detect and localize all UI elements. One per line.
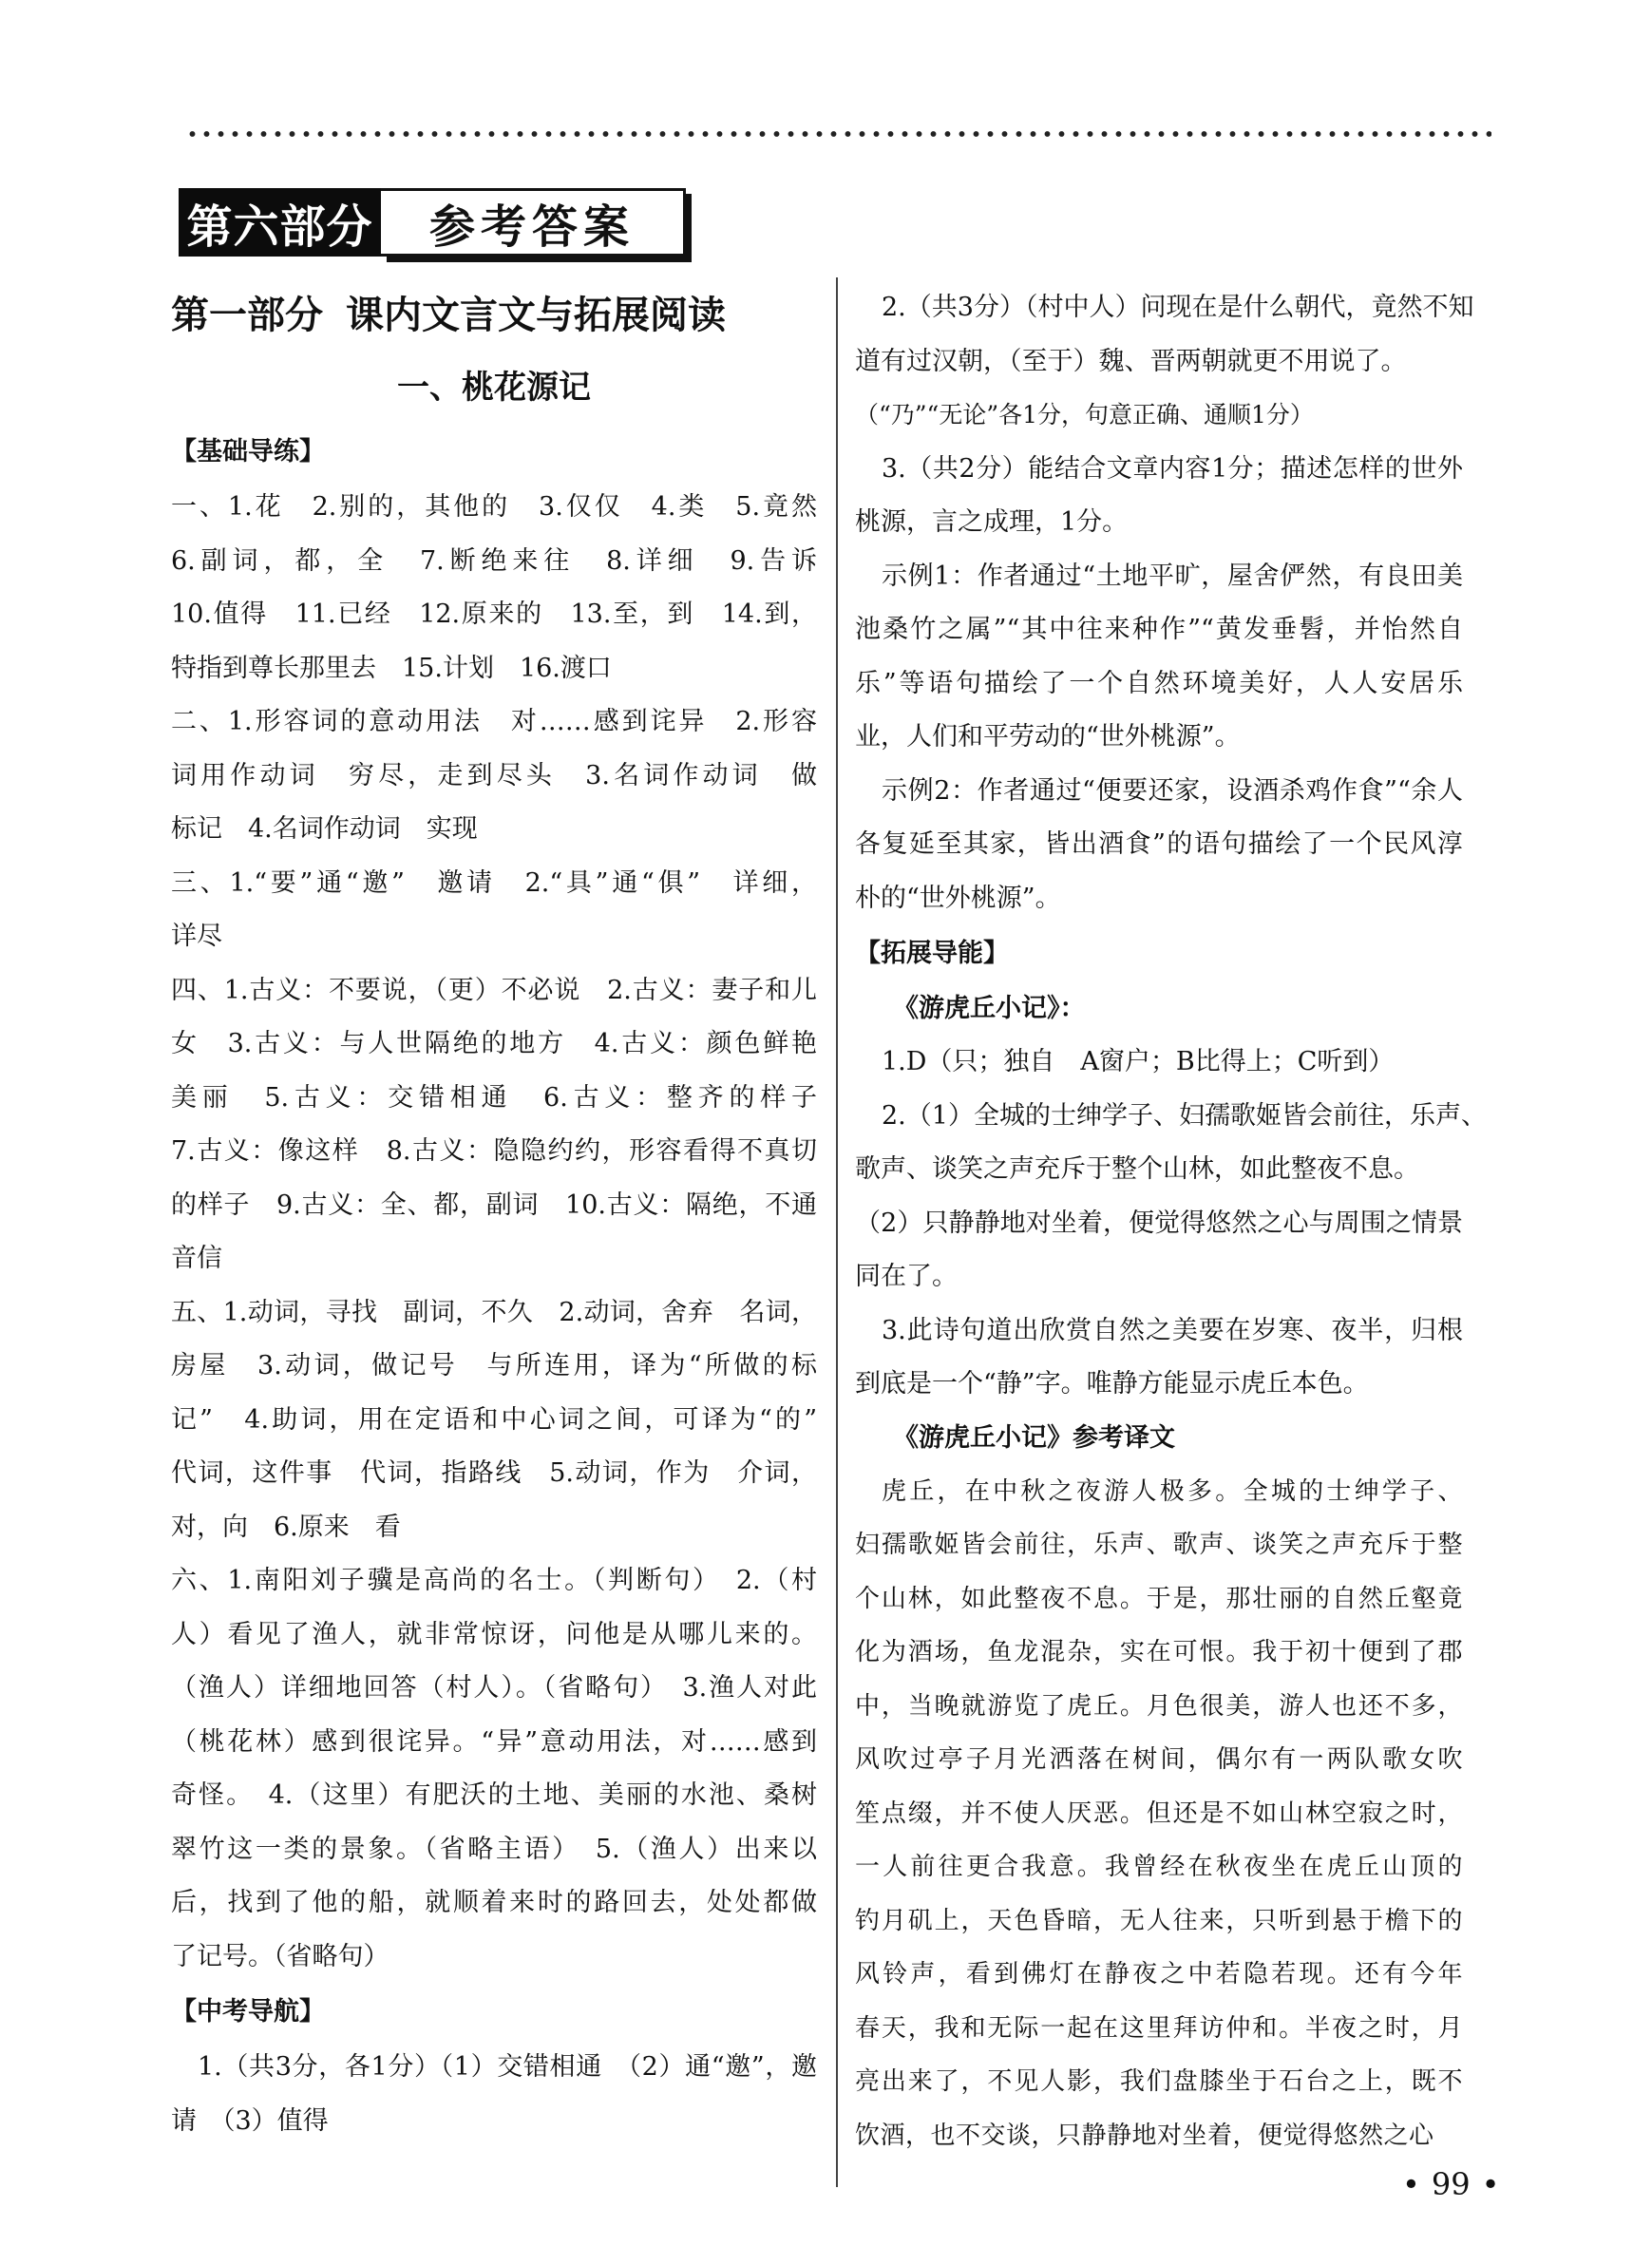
text-line: 示例1：作者通过“土地平旷，屋舍俨然，有良田美 bbox=[882, 561, 1463, 591]
text-line: 个山林，如此整夜不息。于是，那壮丽的自然丘壑竟 bbox=[855, 1584, 1463, 1613]
part-title-number: 第一部分 bbox=[171, 294, 323, 337]
text-line: 朴的“世外桃源”。 bbox=[855, 883, 1061, 913]
text-line: 的样子 9.古义：全、都，副词 10.古义：隔绝，不通 bbox=[171, 1190, 817, 1220]
text-line: 二、1.形容词的意动用法 对……感到诧异 2.形容 bbox=[171, 707, 817, 736]
text-line: 记” 4.助词，用在定语和中心词之间，可译为“的” bbox=[171, 1404, 817, 1435]
text-line: 3.（共2分）能结合文章内容1分；描述怎样的世外 bbox=[882, 453, 1463, 484]
text-line: 后，找到了他的船，就顺着来时的路回去，处处都做 bbox=[171, 1888, 817, 1917]
part-title bbox=[171, 289, 817, 342]
text-line: 翠竹这一类的景象。（省略主语） 5.（渔人）出来以 bbox=[171, 1834, 817, 1864]
text-line: 池桑竹之属”“其中往来种作”“黄发垂髫，并怡然自 bbox=[855, 615, 1463, 644]
text-line: 对，向 6.原来 看 bbox=[171, 1512, 401, 1542]
text-line: 了记号。（省略句） bbox=[171, 1941, 389, 1971]
text-line: 各复延至其家，皆出酒食”的语句描绘了一个民风淳 bbox=[855, 829, 1463, 859]
text-line: 笙点缀，并不使人厌恶。但还是不如山林空寂之时， bbox=[855, 1799, 1463, 1828]
text-line: 一、1.花 2.别的，其他的 3.仅仅 4.类 5.竟然 bbox=[171, 492, 817, 522]
text-line: （桃花林）感到很诧异。“异”意动用法，对……感到 bbox=[171, 1726, 817, 1757]
sub-title: 一、桃花源记 bbox=[397, 369, 591, 407]
text-line: 1.（共3分，各1分）（1）交错相通 （2）通“邀”，邀 bbox=[198, 2052, 817, 2082]
part-label: 第六部分 bbox=[179, 188, 381, 257]
text-line: 桃源，言之成理，1分。 bbox=[855, 507, 1129, 537]
text-line: 词用作动词 穷尽，走到尽头 3.名词作动词 做 bbox=[171, 760, 817, 790]
text-line: 请 （3）值得 bbox=[171, 2105, 329, 2136]
text-line: 道有过汉朝，（至于）魏、晋两朝就更不用说了。 bbox=[855, 346, 1407, 376]
text-line: 音信 bbox=[171, 1244, 222, 1273]
text-line: 人）看见了渔人，就非常惊讶，问他是从哪儿来的。 bbox=[171, 1619, 817, 1649]
text-line: 三、1.“要”通“邀” 邀请 2.“具”通“俱” 详细， bbox=[171, 867, 817, 898]
text-line: 业，人们和平劳动的“世外桃源”。 bbox=[855, 722, 1241, 752]
text-line: 特指到尊长那里去 15.计划 16.渡口 bbox=[171, 653, 612, 683]
text-line: 妇孺歌姬皆会前往，乐声、歌声、谈笑之声充斥于整 bbox=[855, 1531, 1463, 1559]
column-divider bbox=[836, 277, 838, 2187]
part-title-text: 课内文言文与拓展阅读 bbox=[346, 294, 726, 337]
text-line: 标记 4.名词作动词 实现 bbox=[171, 814, 478, 844]
text-line: 7.古义：像这样 8.古义：隐隐约约，形容看得不真切 bbox=[171, 1136, 817, 1166]
answer-lines bbox=[855, 281, 1474, 925]
text-line: 代词，这件事 代词，指路线 5.动词，作为 介词， bbox=[171, 1458, 817, 1488]
text-line: 到底是一个“静”字。唯静方能显示虎丘本色。 bbox=[855, 1369, 1369, 1399]
section-heading: 【拓展导能】 bbox=[855, 939, 1009, 968]
text-line: 中，当晚就游览了虎丘。月色很美，游人也还不多， bbox=[855, 1691, 1463, 1721]
text-line: 化为酒场，鱼龙混杂，实在可恨。我于初十便到了郡 bbox=[855, 1638, 1463, 1666]
text-line: 美丽 5.古义：交错相通 6.古义：整齐的样子 bbox=[171, 1082, 817, 1113]
text-line: 风吹过亭子月光洒落在树间，偶尔有一两队歌女吹 bbox=[855, 1745, 1463, 1774]
text-line: 歌声、谈笑之声充斥于整个山林，如此整夜不息。 bbox=[855, 1154, 1419, 1184]
translation-text bbox=[855, 1465, 1463, 2163]
text-line: 钓月矶上，天色昏暗，无人往来，只听到悬于檐下的 bbox=[855, 1906, 1463, 1935]
reading-title: 《游虎丘小记》： bbox=[893, 994, 1086, 1023]
text-line: 示例2：作者通过“便要还家，设酒杀鸡作食”“余人 bbox=[882, 775, 1463, 806]
text-line: 女 3.古义：与人世隔绝的地方 4.古义：颜色鲜艳 bbox=[171, 1029, 817, 1058]
text-line: 风铃声，看到佛灯在静夜之中若隐若现。还有今年 bbox=[855, 1960, 1463, 1989]
section-header bbox=[179, 188, 686, 257]
section-heading: 【基础导练】 bbox=[171, 437, 325, 466]
text-line: 奇怪。 4.（这里）有肥沃的土地、美丽的水池、桑树 bbox=[171, 1780, 817, 1810]
decorative-dot-border bbox=[185, 127, 1491, 141]
text-line: 饮酒，也不交谈，只静静地对坐着，便觉得悠然之心 bbox=[855, 2121, 1434, 2150]
text-line: 五、1.动词，寻找 副词，不久 2.动词，舍弃 名词， bbox=[171, 1297, 817, 1327]
right-column bbox=[855, 281, 1487, 2162]
left-column bbox=[171, 281, 817, 2148]
text-line: 6.副词，都，全 7.断绝来往 8.详细 9.告诉 bbox=[171, 545, 817, 576]
header-title: 参考答案 bbox=[381, 188, 686, 257]
answer-lines bbox=[171, 481, 817, 1984]
translation-title: 《游虎丘小记》参考译文 bbox=[893, 1422, 1175, 1453]
text-line: 六、1.南阳刘子骥是高尚的名士。（判断句） 2.（村 bbox=[171, 1566, 817, 1595]
page-number: • 99 • bbox=[1402, 2166, 1500, 2202]
text-line: （渔人）详细地回答（村人）。（省略句） 3.渔人对此 bbox=[171, 1673, 817, 1703]
text-line: 3.此诗句道出欣赏自然之美要在岁寒、夜半，归根 bbox=[882, 1315, 1463, 1345]
text-line: 亮出来了，不见人影，我们盘膝坐于石台之上，既不 bbox=[855, 2067, 1463, 2096]
text-line: 2.（共3分）（村中人）问现在是什么朝代，竟然不知 bbox=[882, 293, 1474, 322]
text-line: （“乃”“无论”各1分，句意正确、通顺1分） bbox=[855, 401, 1314, 428]
text-line: 春天，我和无际一起在这里拜访仲和。半夜之时，月 bbox=[855, 2013, 1463, 2043]
text-line: 1.D（只；独自 A窗户；B比得上；C听到） bbox=[882, 1047, 1395, 1076]
text-line: 乐”等语句描绘了一个自然环境美好，人人安居乐 bbox=[855, 668, 1463, 698]
text-line: 房屋 3.动词，做记号 与所连用，译为“所做的标 bbox=[171, 1351, 817, 1380]
text-line: （2）只静静地对坐着，便觉得悠然之心与周围之情景 bbox=[855, 1208, 1463, 1238]
text-line: 一人前往更合我意。我曾经在秋夜坐在虎丘山顶的 bbox=[855, 1853, 1463, 1881]
section-heading: 【中考导航】 bbox=[171, 1997, 325, 2027]
text-line: 同在了。 bbox=[855, 1262, 958, 1291]
answer-lines bbox=[855, 1036, 1487, 1412]
text-line: 虎丘，在中秋之夜游人极多。全城的士绅学子、 bbox=[882, 1476, 1463, 1506]
text-line: 四、1.古义：不要说，（更）不必说 2.古义：妻子和儿 bbox=[171, 975, 817, 1005]
text-line: 10.值得 11.已经 12.原来的 13.至，到 14.到， bbox=[171, 600, 817, 629]
text-line: 2.（1）全城的士绅学子、妇孺歌姬皆会前往，乐声、 bbox=[882, 1100, 1487, 1131]
text-line: 详尽 bbox=[171, 922, 222, 951]
answer-lines bbox=[171, 2041, 817, 2148]
